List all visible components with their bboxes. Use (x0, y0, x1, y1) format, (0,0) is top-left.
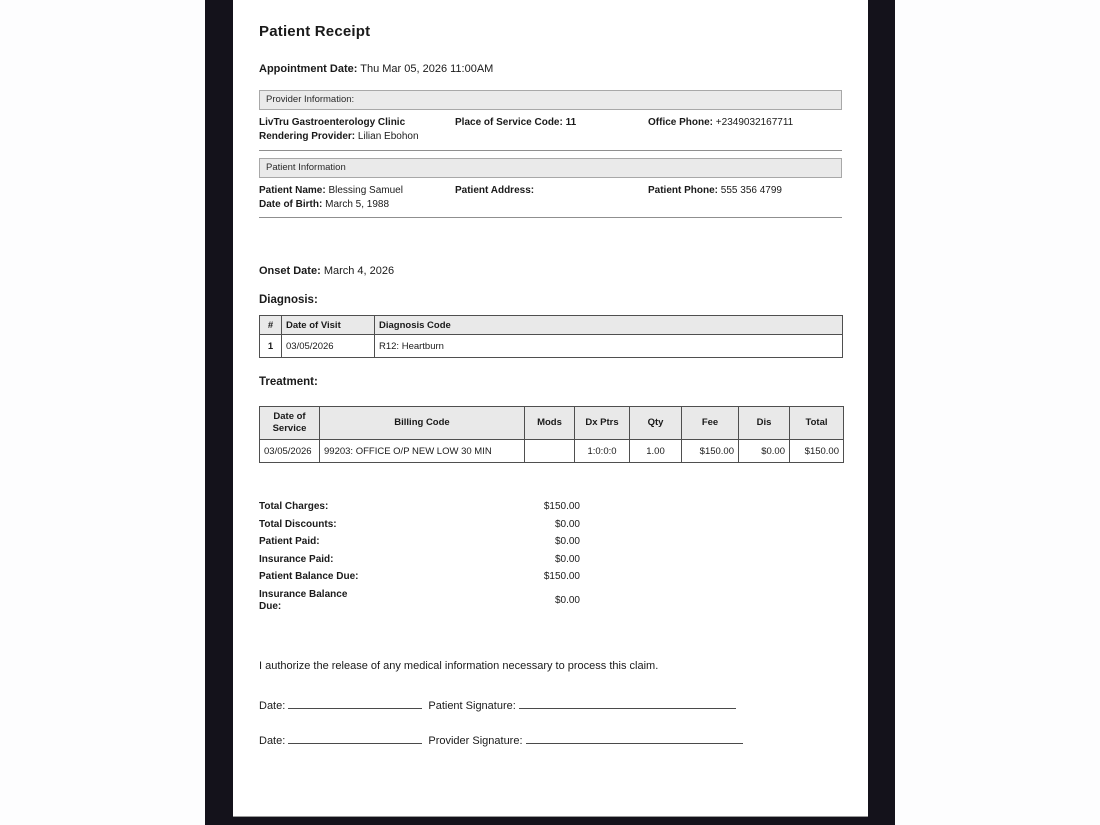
patient-name-label: Patient Name: (259, 185, 326, 196)
treatment-col-mods: Mods (525, 407, 575, 440)
patient-signature-label: Patient Signature: (428, 699, 516, 712)
authorization-text: I authorize the release of any medical information necessary to process this claim. (259, 659, 659, 672)
total-discounts-value: $0.00 (554, 518, 580, 530)
diagnosis-col-date-of-visit: Date of Visit (282, 316, 375, 335)
treatment-col-fee: Fee (682, 407, 739, 440)
receipt-page (233, 0, 868, 817)
onset-date-label: Onset Date: (259, 265, 321, 277)
diagnosis-table (259, 315, 843, 358)
diagnosis-row-date-of-visit: 03/05/2026 (282, 335, 375, 358)
treatment-row-total: $150.00 (790, 440, 844, 463)
total-charges-label: Total Charges: (259, 501, 329, 512)
date-signature-line (288, 732, 422, 744)
treatment-col-dx-ptrs: Dx Ptrs (575, 407, 630, 440)
rendering-provider-label: Rendering Provider: (259, 131, 356, 142)
diagnosis-col-number: # (260, 316, 282, 335)
date-label: Date: (259, 734, 286, 747)
diagnosis-table-row (260, 335, 843, 358)
diagnosis-row-number: 1 (260, 335, 282, 358)
insurance-balance-due-label: Insurance Balance Due: (259, 588, 348, 612)
insurance-paid-row (259, 554, 580, 566)
date-of-birth-line (259, 198, 455, 212)
treatment-row-qty: 1.00 (630, 440, 682, 463)
treatment-col-qty: Qty (630, 407, 682, 440)
treatment-table-row (260, 440, 844, 463)
treatment-col-total: Total (790, 407, 844, 440)
insurance-paid-value: $0.00 (554, 553, 580, 565)
appointment-date-value: Thu Mar 05, 2026 11:00AM (360, 63, 494, 75)
treatment-row-date-of-service: 03/05/2026 (260, 440, 320, 463)
provider-section-header: Provider Information: (259, 90, 842, 110)
provider-signature-label: Provider Signature: (428, 734, 523, 747)
patient-address-label: Patient Address: (455, 185, 535, 196)
onset-date-value: March 4, 2026 (323, 265, 395, 277)
rendering-provider-value: Lilian Ebohon (357, 131, 419, 142)
patient-phone-label: Patient Phone: (648, 185, 719, 196)
appointment-date-line (259, 63, 842, 76)
patient-paid-row (259, 536, 580, 548)
provider-column (259, 116, 455, 144)
treatment-row-dx-ptrs: 1:0:0:0 (575, 440, 630, 463)
patient-signature-line (519, 697, 736, 709)
office-phone-line (648, 116, 842, 144)
treatment-table (259, 406, 844, 463)
provider-section-divider (259, 150, 842, 151)
appointment-date-label: Appointment Date: (259, 63, 358, 75)
patient-paid-label: Patient Paid: (259, 536, 320, 547)
treatment-header-row (260, 407, 844, 440)
clinic-name: LivTru Gastroenterology Clinic (259, 117, 406, 128)
office-phone-label: Office Phone: (648, 117, 714, 128)
treatment-col-dis: Dis (739, 407, 790, 440)
provider-info-grid (259, 116, 842, 144)
totals-summary (259, 501, 580, 613)
patient-balance-due-label: Patient Balance Due: (259, 571, 359, 582)
diagnosis-col-diagnosis-code: Diagnosis Code (375, 316, 843, 335)
treatment-heading: Treatment: (259, 376, 318, 388)
insurance-paid-label: Insurance Paid: (259, 553, 334, 565)
treatment-row-mods (525, 440, 575, 463)
rendering-provider-line (259, 130, 455, 144)
patient-balance-due-row (259, 571, 580, 583)
provider-signature-row (259, 732, 842, 748)
office-phone-value: +2349032167711 (715, 117, 794, 128)
patient-info-grid (259, 184, 842, 212)
treatment-col-billing-code: Billing Code (320, 407, 525, 440)
patient-address-line (455, 184, 648, 212)
treatment-col-date-of-service: Date of Service (260, 407, 320, 440)
treatment-row-billing-code: 99203: OFFICE O/P NEW LOW 30 MIN (320, 440, 525, 463)
place-of-service-line (455, 116, 648, 144)
patient-signature-row (259, 697, 842, 713)
total-charges-value: $150.00 (543, 501, 580, 512)
diagnosis-header-row (260, 316, 843, 335)
place-of-service-value: 11 (565, 117, 577, 128)
total-discounts-label: Total Discounts: (259, 518, 337, 530)
patient-column (259, 184, 455, 212)
date-of-birth-label: Date of Birth: (259, 199, 323, 210)
total-charges-row (259, 501, 580, 513)
diagnosis-row-diagnosis-code: R12: Heartburn (375, 335, 843, 358)
diagnosis-heading: Diagnosis: (259, 294, 318, 306)
onset-date-line (259, 264, 842, 278)
provider-signature-line (526, 732, 743, 744)
patient-phone-line (648, 184, 842, 212)
treatment-row-dis: $0.00 (739, 440, 790, 463)
place-of-service-label: Place of Service Code: (455, 117, 563, 128)
patient-name-line (259, 184, 455, 198)
patient-paid-value: $0.00 (554, 536, 580, 547)
patient-balance-due-value: $150.00 (543, 571, 580, 582)
page-title: Patient Receipt (259, 23, 371, 40)
patient-name-value: Blessing Samuel (328, 185, 403, 196)
document-viewer-frame (205, 0, 895, 825)
total-discounts-row (259, 519, 580, 531)
insurance-balance-due-value: $0.00 (554, 594, 580, 606)
patient-section-header: Patient Information (259, 158, 842, 178)
date-signature-line (288, 697, 422, 709)
date-label: Date: (259, 699, 286, 712)
patient-phone-value: 555 356 4799 (720, 185, 782, 196)
insurance-balance-due-row (259, 589, 580, 613)
treatment-row-fee: $150.00 (682, 440, 739, 463)
patient-section-divider (259, 217, 842, 218)
date-of-birth-value: March 5, 1988 (325, 199, 390, 210)
